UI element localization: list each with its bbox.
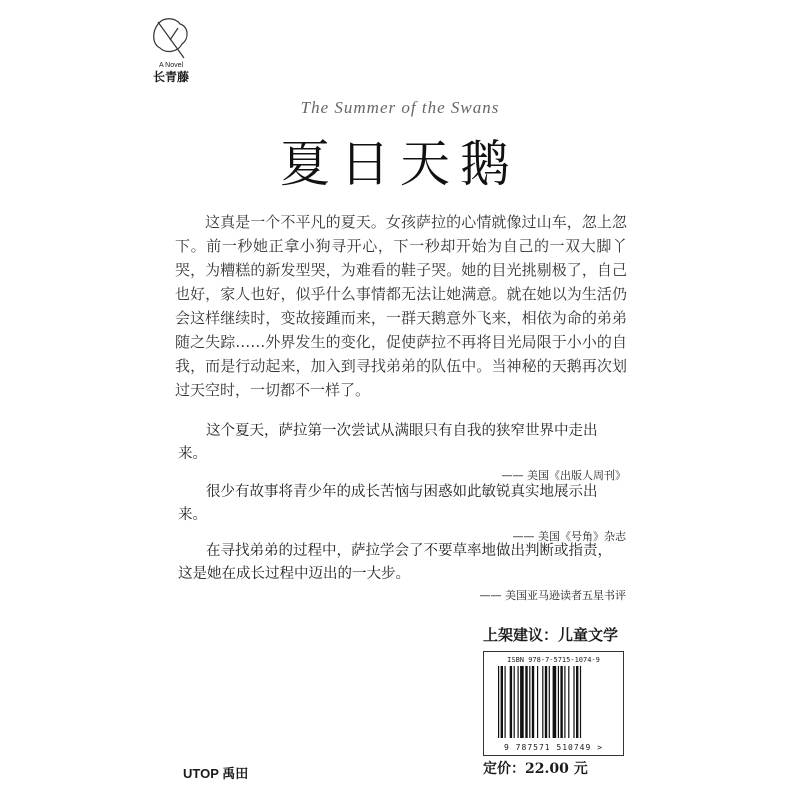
barcode-bars	[498, 666, 610, 738]
barcode-bar	[518, 666, 519, 738]
barcode-bar	[573, 666, 574, 738]
barcode-bar	[525, 666, 527, 738]
review	[178, 481, 626, 545]
review-source: —— 美国《号角》杂志	[512, 530, 626, 543]
review	[178, 420, 626, 484]
barcode-bar	[501, 666, 503, 738]
barcode-bar	[549, 666, 550, 738]
barcode-bar	[514, 666, 515, 738]
barcode-bar	[537, 666, 538, 738]
barcode-bar	[498, 666, 499, 738]
barcode-bar	[510, 666, 512, 738]
leaf-icon	[150, 14, 192, 62]
english-title: The Summer of the Swans	[300, 98, 500, 117]
barcode-bar	[576, 666, 578, 738]
review-text: 很少有故事将青少年的成长苦恼与困惑如此敏锐真实地展示出来。	[178, 484, 598, 523]
barcode-bar	[568, 666, 569, 738]
chinese-title: 夏日天鹅	[280, 135, 520, 193]
barcode-bar	[505, 666, 506, 738]
review-source: —— 美国《出版人周刊》	[501, 469, 626, 482]
review	[178, 540, 626, 604]
barcode-bar	[532, 666, 534, 738]
barcode-bar	[529, 666, 530, 738]
barcode	[483, 651, 624, 756]
review-text: 在寻找弟弟的过程中，萨拉学会了不要草率地做出判断或指责，这是她在成长过程中迈出的一大步。	[178, 543, 612, 582]
review-source: —— 美国亚马逊读者五星书评	[479, 589, 626, 602]
isbn-text: ISBN 978-7-5715-1074-9	[507, 656, 600, 664]
barcode-bar	[560, 666, 562, 738]
barcode-bar	[520, 666, 524, 738]
series-name: 长青藤	[152, 70, 189, 84]
barcode-bar	[580, 666, 581, 738]
ean-text: 9 787571 510749 >	[504, 743, 603, 752]
price: 定价：22.00 元	[483, 761, 588, 777]
barcode-bar	[542, 666, 543, 738]
blurb-paragraph: 这真是一个不平凡的夏天。女孩萨拉的心情就像过山车，忽上忽下。前一秒她正拿小狗寻开心，下一秒却开始为自己的一双大脚丫哭，为糟糕的新发型哭，为难看的鞋子哭。她的目光挑剔极了，自己也好，家人也好，似乎什么事情都无法让她满意。就在她以为生活仍会这样继续时，变故接踵而来，一群天鹅意外飞来，相依为命的弟弟随之失踪……外界发生的变化，促使萨拉不再将目光局限于小小的自我，而是行动起来，加入到寻找弟弟的队伍中。当神秘的天鹅再次划过天空时，一切都不一样了。	[175, 213, 627, 399]
review-text: 这个夏天，萨拉第一次尝试从满眼只有自我的狭窄世界中走出来。	[178, 423, 598, 462]
a-novel-label: A Novel	[158, 62, 184, 69]
barcode-bar	[553, 666, 557, 738]
series-logo	[146, 14, 196, 94]
shelf-suggestion: 上架建议：儿童文学	[483, 626, 619, 644]
barcode-bar	[558, 666, 559, 738]
publisher-logo: UTOP 禹田	[183, 766, 249, 781]
barcode-bar	[545, 666, 547, 738]
barcode-bar	[564, 666, 565, 738]
